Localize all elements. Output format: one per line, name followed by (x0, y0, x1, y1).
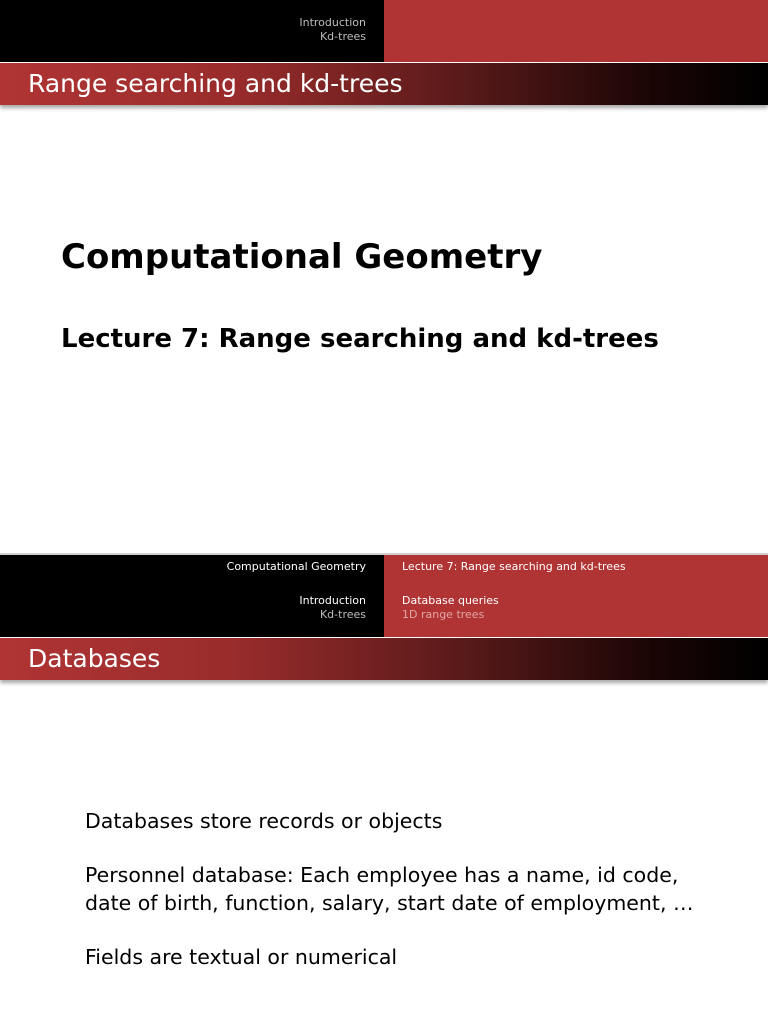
presentation-title: Computational Geometry (61, 237, 543, 277)
nav-subsection-1d-range-trees[interactable]: 1D range trees (402, 608, 485, 621)
presentation-subtitle: Lecture 7: Range searching and kd-trees (61, 324, 659, 354)
section-nav (0, 555, 384, 637)
nav-subsection-database-queries[interactable]: Database queries (402, 594, 499, 607)
subsection-nav (384, 0, 768, 62)
nav-short-title[interactable]: Computational Geometry (226, 560, 366, 573)
databases-slide (0, 553, 768, 1024)
nav-short-subtitle[interactable]: Lecture 7: Range searching and kd-trees (402, 560, 626, 573)
nav-section-introduction[interactable]: Introduction (299, 594, 366, 607)
frame-title: Databases (0, 638, 768, 680)
frame-title: Range searching and kd-trees (0, 63, 768, 105)
paragraph-fields: Fields are textual or numerical (85, 945, 398, 969)
paragraph-personnel: Personnel database: Each employee has a name, id code, date of birth, function, salary, start date of employment, … (85, 863, 694, 915)
navigation-header (0, 0, 768, 62)
paragraph-records: Databases store records or objects (85, 809, 443, 833)
nav-section-introduction[interactable]: Introduction (299, 16, 366, 29)
section-nav (0, 0, 384, 62)
subsection-nav (384, 555, 768, 637)
navigation-header (0, 555, 768, 637)
nav-section-kd-trees[interactable]: Kd-trees (319, 30, 366, 43)
nav-section-kd-trees[interactable]: Kd-trees (319, 608, 366, 621)
